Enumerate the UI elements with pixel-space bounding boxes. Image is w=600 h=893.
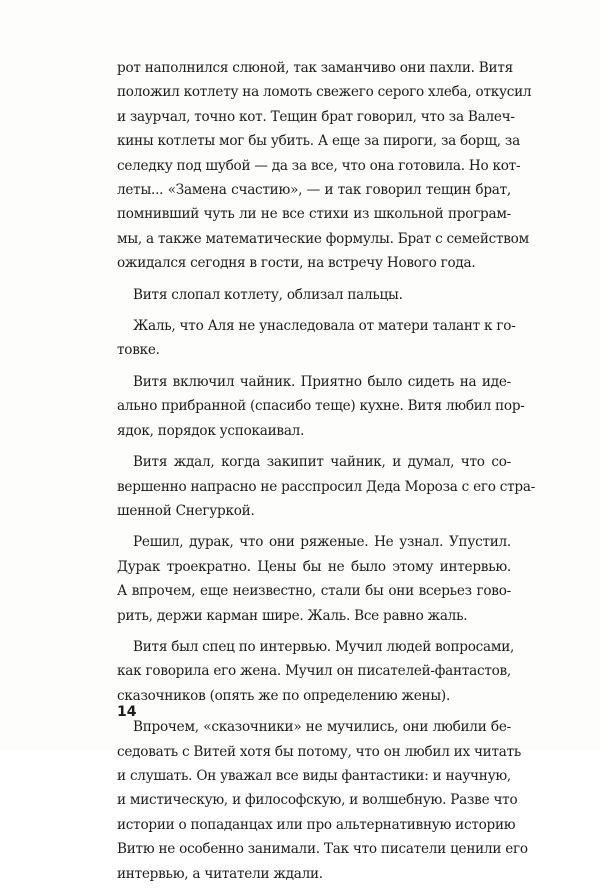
text-line: селедку под шубой — да за все, что она готовила. Но кот- — [117, 157, 521, 174]
text-line: и слушать. Он уважал все виды фантастики: и научную, — [117, 767, 511, 784]
text-line: Витя был спец по интервью. Мучил людей вопросами, — [133, 638, 515, 655]
text-line: как говорила его жена. Мучил он писателей-фантастов, — [117, 663, 511, 680]
text-line: ально прибранной (спасибо теще) кухне. Витя любил пор- — [117, 398, 525, 415]
text-line: и мистическую, и философскую, и волшебную. Разве что — [117, 792, 518, 809]
text-line: Витя включил чайник. Приятно было сидеть на иде- — [133, 373, 511, 390]
page-number: 14 — [117, 704, 137, 720]
text-line: положил котлету на ломоть свежего серого хлеба, откусил — [117, 84, 532, 101]
paragraph — [117, 715, 528, 886]
text-line: сказочников (опять же по определению жены). — [117, 687, 451, 704]
body-text — [117, 56, 536, 893]
text-line: рот наполнился слюной, так заманчиво они пахли. Витя — [117, 60, 513, 76]
text-line: помнивший чуть ли не все стихи из школьной програм- — [117, 206, 511, 223]
text-line: Жаль, что Аля не унаследовала от матери талант к го- — [133, 318, 516, 335]
paragraph — [117, 530, 511, 628]
text-line: ядок, порядок успокаивал. — [117, 422, 305, 439]
text-line: мы, а также математические формулы. Брат с семейством — [117, 230, 529, 247]
text-line: Витю не особенно занимали. Так что писатели ценили его — [117, 841, 528, 858]
paragraph — [117, 283, 511, 307]
text-line: седовать с Витей хотя бы потому, что он любил их читать — [117, 743, 522, 760]
text-line: товке. — [117, 342, 160, 359]
paragraph — [117, 450, 536, 523]
text-line: Витя ждал, когда закипит чайник, и думал, что со- — [133, 454, 511, 471]
text-line: и заурчал, точно кот. Тещин брат говорил, что за Валеч- — [117, 108, 515, 125]
text-line: кины котлеты мог бы убить. А еще за пироги, за борщ, за — [117, 133, 520, 150]
text-line: ожидался сегодня в гости, на встречу Нового года. — [117, 255, 476, 272]
text-line: леты... «Замена счастию», — и так говорил тещин брат, — [117, 182, 511, 199]
text-line: вершенно напрасно не расспросил Деда Мороза с его стра- — [117, 478, 536, 495]
text-line: Витя слопал котлету, облизал пальцы. — [133, 286, 403, 303]
text-line: Дурак троекратно. Цены бы не было этому интервью. — [117, 558, 511, 575]
paragraph — [117, 56, 532, 276]
text-line: А впрочем, еще неизвестно, стали бы они всерьез гово- — [117, 583, 511, 600]
text-line: интервью, а читатели ждали. — [117, 865, 323, 882]
text-line: рить, держи карман шире. Жаль. Все равно жаль. — [117, 607, 468, 624]
paragraph — [117, 314, 516, 363]
paragraph — [117, 370, 525, 443]
text-line: Впрочем, «сказочники» не мучились, они любили бе- — [133, 719, 511, 736]
paragraph — [117, 635, 515, 708]
text-line: истории о попаданцах или про альтернативную историю — [117, 816, 516, 833]
text-line: шенной Снегуркой. — [117, 502, 255, 519]
text-line: Решил, дурак, что они ряженые. Не узнал. Упустил. — [133, 534, 511, 551]
